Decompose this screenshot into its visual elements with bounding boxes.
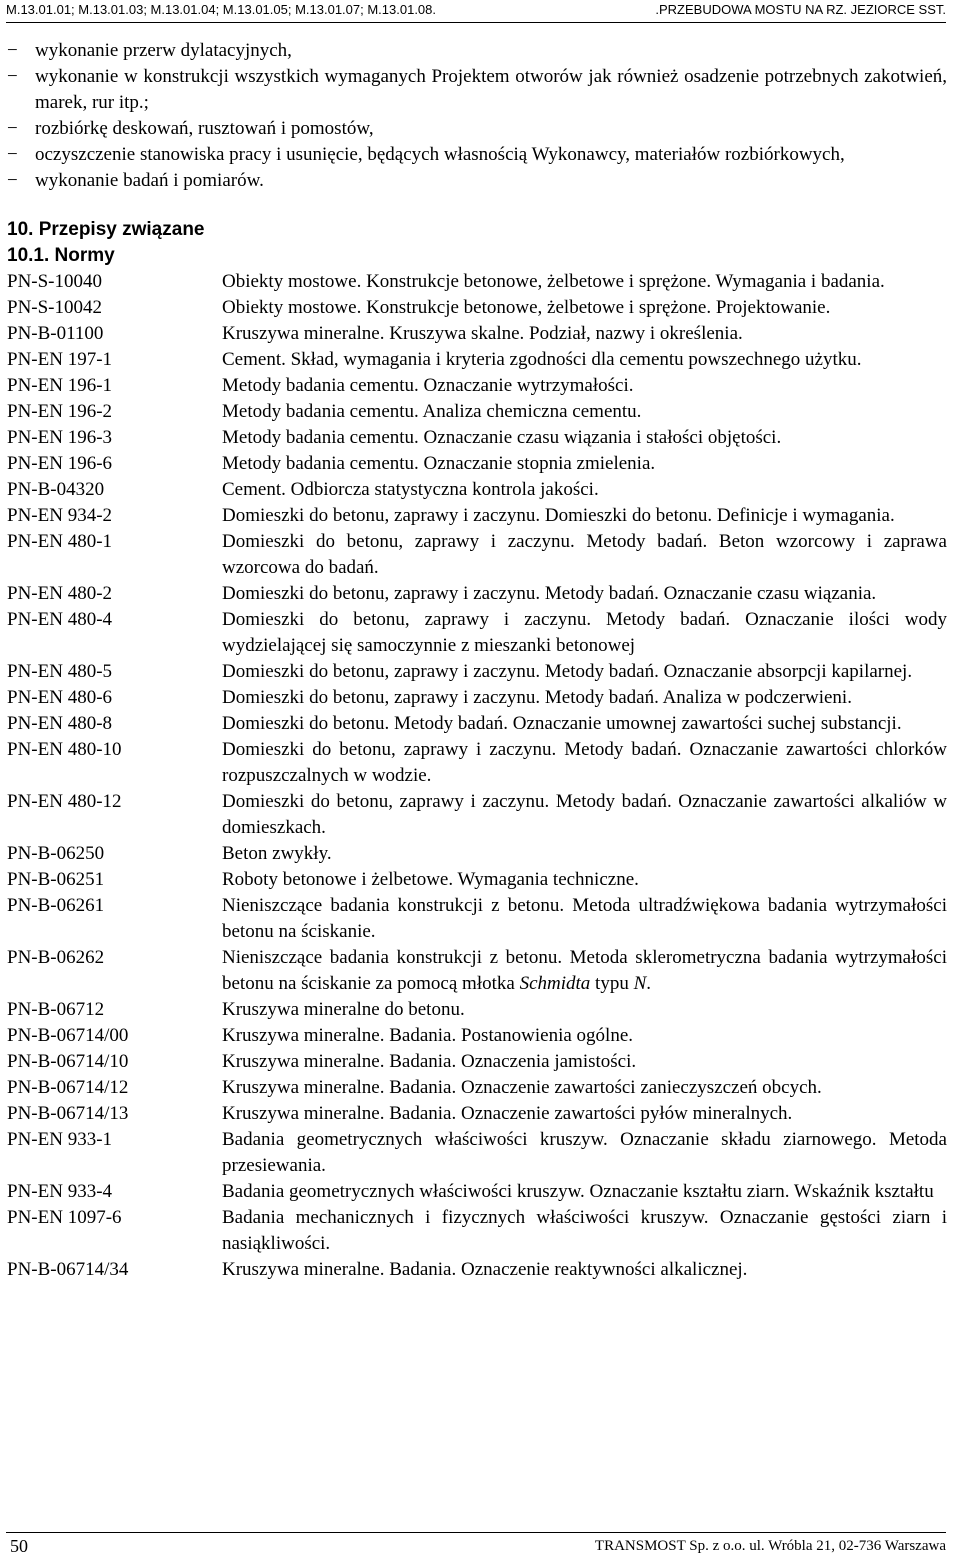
norm-code: PN-EN 196-1	[7, 375, 113, 396]
norm-description: Nieniszczące badania konstrukcji z betonu. Metoda ultradźwiękowa badania wytrzymałości betonu na ściskanie.	[222, 895, 947, 942]
norm-code: PN-B-06714/00	[7, 1025, 129, 1046]
bullet-item	[7, 168, 947, 194]
norm-description: Kruszywa mineralne. Badania. Oznaczenie reaktywności alkalicznej.	[222, 1259, 748, 1280]
footer-company: TRANSMOST Sp. z o.o. ul. Wróbla 21, 02-736 Warszawa	[594, 1538, 946, 1554]
norm-row	[7, 711, 947, 737]
norm-code: PN-EN 196-3	[7, 427, 113, 448]
norm-description: Cement. Odbiorcza statystyczna kontrola jakości.	[222, 479, 599, 500]
norm-code: PN-EN 480-8	[7, 713, 113, 734]
norm-code: PN-EN 480-5	[7, 661, 113, 682]
norm-code: PN-EN 480-1	[7, 531, 113, 552]
norm-description: Domieszki do betonu, zaprawy i zaczynu. Metody badań. Oznaczanie zawartości alkaliów w domieszkach.	[222, 791, 947, 838]
dash-marker: −	[7, 118, 18, 139]
norm-code: PN-S-10040	[7, 271, 103, 292]
dash-marker: −	[7, 144, 18, 165]
norm-code: PN-EN 196-6	[7, 453, 113, 474]
bullet-item	[7, 64, 947, 116]
norm-row	[7, 451, 947, 477]
norm-row	[7, 503, 947, 529]
norm-row	[7, 1075, 947, 1101]
norm-row	[7, 1101, 947, 1127]
norm-code: PN-EN 480-12	[7, 791, 122, 812]
norm-row	[7, 373, 947, 399]
norm-row	[7, 347, 947, 373]
bullet-text: wykonanie w konstrukcji wszystkich wymaganych Projektem otworów jak również osadzenie potrzebnych zakotwień, marek, rur itp.;	[35, 66, 947, 113]
norm-description: Domieszki do betonu, zaprawy i zaczynu. Metody badań. Oznaczanie absorpcji kapilarnej.	[222, 661, 913, 682]
norm-code: PN-B-06712	[7, 999, 105, 1020]
norm-description: Domieszki do betonu, zaprawy i zaczynu. Metody badań. Oznaczanie zawartości chlorków rozpuszczalnych w wodzie.	[222, 739, 947, 786]
norm-code: PN-B-06251	[7, 869, 105, 890]
norm-code: PN-EN 480-10	[7, 739, 122, 760]
norm-description: Kruszywa mineralne. Kruszywa skalne. Podział, nazwy i określenia.	[222, 323, 743, 344]
page-header	[6, 0, 946, 23]
norm-description: Cement. Skład, wymagania i kryteria zgodności dla cementu powszechnego użytku.	[222, 349, 862, 370]
norm-row	[7, 789, 947, 841]
norm-description: Kruszywa mineralne do betonu.	[222, 999, 465, 1020]
norms-list	[7, 269, 947, 1283]
norm-row	[7, 893, 947, 945]
norm-description: Domieszki do betonu, zaprawy i zaczynu. Metody badań. Beton wzorcowy i zaprawa wzorcowa do badań.	[222, 531, 947, 578]
norm-row	[7, 477, 947, 503]
norm-description: Metody badania cementu. Analiza chemiczna cementu.	[222, 401, 642, 422]
norm-description: Domieszki do betonu, zaprawy i zaczynu. Metody badań. Analiza w podczerwieni.	[222, 687, 852, 708]
bullet-text: wykonanie przerw dylatacyjnych,	[35, 40, 292, 61]
norm-code: PN-S-10042	[7, 297, 103, 318]
norm-row	[7, 945, 947, 997]
norm-description: Kruszywa mineralne. Badania. Oznaczenia jamistości.	[222, 1051, 637, 1072]
norm-row	[7, 1179, 947, 1205]
norm-row	[7, 737, 947, 789]
norm-row	[7, 659, 947, 685]
norm-code: PN-EN 1097-6	[7, 1207, 122, 1228]
dash-marker: −	[7, 40, 18, 61]
norm-description: Domieszki do betonu, zaprawy i zaczynu. Metody badań. Oznaczanie czasu wiązania.	[222, 583, 877, 604]
norm-row	[7, 997, 947, 1023]
norm-description: Domieszki do betonu, zaprawy i zaczynu. Domieszki do betonu. Definicje i wymagania.	[222, 505, 895, 526]
document-body	[7, 38, 947, 1283]
norm-description: Beton zwykły.	[222, 843, 332, 864]
norm-code: PN-B-06262	[7, 947, 105, 968]
norm-description: Badania geometrycznych właściwości kruszyw. Oznaczanie składu ziarnowego. Metoda przesiewania.	[222, 1129, 947, 1176]
norm-code: PN-B-06714/10	[7, 1051, 129, 1072]
norm-code: PN-EN 934-2	[7, 505, 113, 526]
norm-description: Kruszywa mineralne. Badania. Oznaczenie zawartości zanieczyszczeń obcych.	[222, 1077, 822, 1098]
norm-code: PN-EN 933-1	[7, 1129, 113, 1150]
norm-description: Nieniszczące badania konstrukcji z betonu. Metoda sklerometryczna badania wytrzymałości betonu na ściskanie za pomocą młotka Schmidta typu N.	[222, 947, 947, 994]
norm-code: PN-B-04320	[7, 479, 105, 500]
bullet-text: rozbiórkę deskowań, rusztowań i pomostów,	[35, 118, 374, 139]
norm-description: Badania geometrycznych właściwości kruszyw. Oznaczanie kształtu ziarn. Wskaźnik kształtu	[222, 1181, 934, 1202]
dash-marker: −	[7, 170, 18, 191]
dash-marker: −	[7, 66, 18, 87]
norm-row	[7, 529, 947, 581]
norm-row	[7, 841, 947, 867]
norm-row	[7, 321, 947, 347]
norm-description: Badania mechanicznych i fizycznych właściwości kruszyw. Oznaczanie gęstości ziarn i nasiąkliwości.	[222, 1207, 947, 1254]
norm-description: Metody badania cementu. Oznaczanie stopnia zmielenia.	[222, 453, 656, 474]
norm-code: PN-EN 197-1	[7, 349, 113, 370]
norm-code: PN-EN 480-4	[7, 609, 113, 630]
norm-code: PN-EN 933-4	[7, 1181, 113, 1202]
norm-row	[7, 1205, 947, 1257]
norm-description: Metody badania cementu. Oznaczanie czasu wiązania i stałości objętości.	[222, 427, 782, 448]
norm-description: Obiekty mostowe. Konstrukcje betonowe, żelbetowe i sprężone. Wymagania i badania.	[222, 271, 885, 292]
bullet-item	[7, 38, 947, 64]
norm-row	[7, 1049, 947, 1075]
subsection-title: 10.1. Normy	[7, 245, 115, 266]
header-spec-codes: M.13.01.01; M.13.01.03; M.13.01.04; M.13.01.05; M.13.01.07; M.13.01.08.	[6, 2, 436, 17]
norm-description: Kruszywa mineralne. Badania. Postanowienia ogólne.	[222, 1025, 634, 1046]
norm-code: PN-B-01100	[7, 323, 104, 344]
norm-code: PN-EN 196-2	[7, 401, 113, 422]
norm-row	[7, 1023, 947, 1049]
norm-row	[7, 425, 947, 451]
norm-row	[7, 685, 947, 711]
norm-code: PN-B-06250	[7, 843, 105, 864]
norm-row	[7, 295, 947, 321]
norm-code: PN-B-06714/34	[7, 1259, 129, 1280]
bullet-list	[7, 38, 947, 194]
norm-row	[7, 867, 947, 893]
bullet-text: wykonanie badań i pomiarów.	[35, 170, 264, 191]
norm-row	[7, 399, 947, 425]
norm-description: Roboty betonowe i żelbetowe. Wymagania techniczne.	[222, 869, 639, 890]
norm-description: Metody badania cementu. Oznaczanie wytrzymałości.	[222, 375, 634, 396]
norm-description: Kruszywa mineralne. Badania. Oznaczenie zawartości pyłów mineralnych.	[222, 1103, 793, 1124]
page-number: 50	[10, 1536, 28, 1556]
page-footer	[6, 1532, 946, 1555]
section-title: 10. Przepisy związane	[7, 219, 205, 240]
norm-code: PN-EN 480-2	[7, 583, 113, 604]
norm-row	[7, 1257, 947, 1283]
norm-code: PN-B-06714/12	[7, 1077, 129, 1098]
norm-row	[7, 607, 947, 659]
norm-description: Domieszki do betonu. Metody badań. Oznaczanie umownej zawartości suchej substancji.	[222, 713, 902, 734]
norm-description: Domieszki do betonu, zaprawy i zaczynu. Metody badań. Oznaczanie ilości wody wydzielającej się samoczynnie z mieszanki betonowej	[222, 609, 947, 656]
norm-row	[7, 581, 947, 607]
norm-code: PN-B-06714/13	[7, 1103, 129, 1124]
norm-row	[7, 1127, 947, 1179]
norm-row	[7, 269, 947, 295]
norm-code: PN-EN 480-6	[7, 687, 113, 708]
norm-code: PN-B-06261	[7, 895, 105, 916]
header-project-title: .PRZEBUDOWA MOSTU NA RZ. JEZIORCE SST.	[655, 2, 946, 17]
bullet-item	[7, 142, 947, 168]
norm-description: Obiekty mostowe. Konstrukcje betonowe, żelbetowe i sprężone. Projektowanie.	[222, 297, 831, 318]
bullet-item	[7, 116, 947, 142]
bullet-text: oczyszczenie stanowiska pracy i usunięcie, będących własnością Wykonawcy, materiałów rozbiórkowych,	[35, 144, 845, 165]
